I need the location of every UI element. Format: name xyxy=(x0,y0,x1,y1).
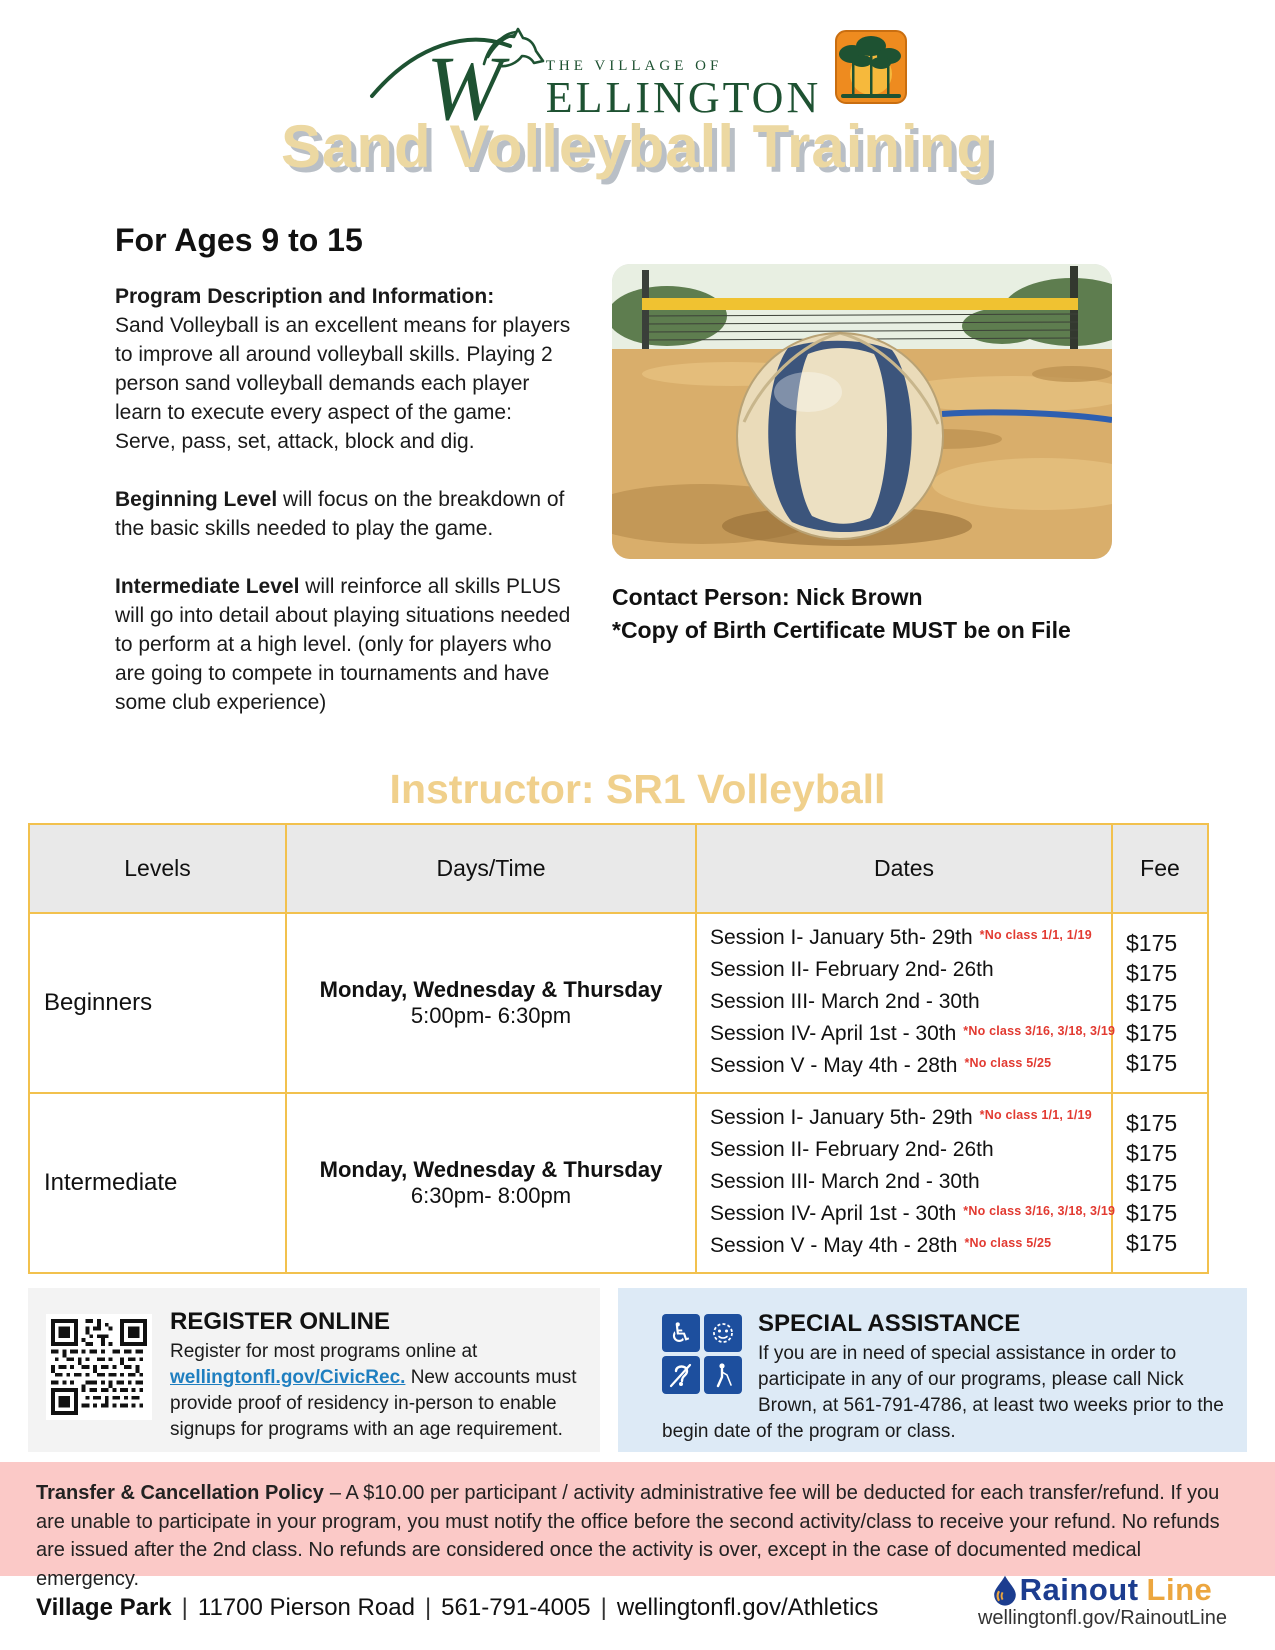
footer-separator: | xyxy=(600,1594,607,1621)
fee-value: $175 xyxy=(1126,960,1178,986)
register-online-heading: REGISTER ONLINE xyxy=(170,1308,391,1335)
header-levels: Levels xyxy=(29,824,286,913)
time-text: 6:30pm- 8:00pm xyxy=(410,1183,572,1208)
session-line xyxy=(710,955,1110,987)
no-class-note: *No class 5/25 xyxy=(964,1236,1052,1250)
beginning-level-paragraph xyxy=(115,485,577,543)
table-row-beginners xyxy=(29,913,1208,1093)
beginning-level-text: will focus on the breakdown of the basic skills needed to play the game. xyxy=(115,488,565,540)
policy-heading: Transfer & Cancellation Policy xyxy=(36,1482,324,1504)
fee-value: $175 xyxy=(1126,1050,1178,1076)
deaf-person-icon xyxy=(704,1314,742,1352)
session-line xyxy=(710,987,1110,1019)
venue-phone: 561-791-4005 xyxy=(441,1594,591,1621)
session-text: Session I- January 5th- 29th xyxy=(710,1106,973,1129)
birth-certificate-note: *Copy of Birth Certificate MUST be on File xyxy=(612,617,1071,643)
table-row-intermediate xyxy=(29,1093,1208,1273)
logo-wordmark xyxy=(546,24,821,124)
no-class-note: *No class 1/1, 1/19 xyxy=(979,1108,1092,1122)
session-text: Session III- March 2nd - 30th xyxy=(710,990,980,1013)
fee-cell xyxy=(1112,1093,1208,1273)
session-text: Session V - May 4th - 28th xyxy=(710,1234,958,1257)
dates-cell xyxy=(696,1093,1116,1273)
athletics-url: wellingtonfl.gov/Athletics xyxy=(616,1594,879,1621)
days-text: Monday, Wednesday & Thursday xyxy=(319,1157,663,1182)
page-title: Sand Volleyball Training xyxy=(280,113,995,180)
rainout-wordmark-2: Line xyxy=(1146,1572,1213,1607)
session-text: Session III- March 2nd - 30th xyxy=(710,1170,980,1193)
rainout-wordmark-1: Rainout xyxy=(1019,1572,1139,1607)
wellington-trees-icon xyxy=(835,30,907,104)
register-body-start: Register for most programs online at xyxy=(170,1341,478,1362)
session-line xyxy=(710,1231,1110,1263)
ages-heading: For Ages 9 to 15 xyxy=(115,222,363,258)
header-fee: Fee xyxy=(1112,824,1208,913)
footer-separator: | xyxy=(181,1594,188,1621)
intermediate-level-paragraph xyxy=(115,572,577,717)
fee-value: $175 xyxy=(1126,1140,1178,1166)
register-online-text xyxy=(170,1308,590,1443)
raindrop-icon xyxy=(993,1574,1017,1606)
session-text: Session IV- April 1st - 30th xyxy=(710,1202,957,1225)
policy-body: – A $10.00 per participant / activity administrative fee will be deducted for each transfer/refund. If you are unable to participate in your program, you must notify the office before the second activity/class to receive your refund. No refunds are issued after the 2nd class. No refunds are considered once the activity is over, except in the case of documented medical emergency. xyxy=(36,1482,1220,1590)
session-line xyxy=(710,1167,1110,1199)
logo-village-of-text: THE VILLAGE OF xyxy=(545,58,723,74)
civicrec-link[interactable]: wellingtonfl.gov/CivicRec. xyxy=(170,1367,406,1388)
fee-value: $175 xyxy=(1126,1170,1178,1196)
logo-w-letter: W xyxy=(425,37,503,124)
days-time-cell xyxy=(286,1093,696,1273)
fee-value: $175 xyxy=(1126,990,1178,1016)
fee-cell xyxy=(1112,913,1208,1093)
wellington-logo xyxy=(0,24,1275,124)
fee-value: $175 xyxy=(1126,930,1178,956)
rainout-url: wellingtonfl.gov/RainoutLine xyxy=(977,1607,1227,1629)
session-line xyxy=(710,1199,1116,1231)
description-heading: Program Description and Information: xyxy=(115,285,495,308)
special-assistance-heading: SPECIAL ASSISTANCE xyxy=(758,1310,1021,1337)
beginning-level-label: Beginning Level xyxy=(115,488,278,511)
session-line xyxy=(710,1103,1110,1135)
hearing-assistance-icon xyxy=(662,1356,700,1394)
session-text: Session II- February 2nd- 26th xyxy=(710,958,994,981)
session-line xyxy=(710,1051,1110,1083)
description-body: Sand Volleyball is an excellent means for players to improve all around volleyball skills. Playing 2 person sand volleyball demands each player learn to execute every aspect of the game: xyxy=(115,314,571,424)
venue-name: Village Park xyxy=(36,1594,172,1621)
no-class-note: *No class 3/16, 3/18, 3/19 xyxy=(963,1024,1116,1038)
no-class-note: *No class 3/16, 3/18, 3/19 xyxy=(963,1204,1116,1218)
wellington-horse-icon xyxy=(368,24,558,124)
description-paragraph xyxy=(115,282,577,456)
program-description xyxy=(115,282,577,717)
venue-address: 11700 Pierson Road xyxy=(197,1594,415,1621)
no-class-note: *No class 1/1, 1/19 xyxy=(979,928,1092,942)
fee-value: $175 xyxy=(1126,1230,1178,1256)
dates-cell xyxy=(696,913,1116,1093)
session-line xyxy=(710,923,1110,955)
fee-value: $175 xyxy=(1126,1020,1178,1046)
register-online-panel xyxy=(28,1288,600,1452)
session-text: Session II- February 2nd- 26th xyxy=(710,1138,994,1161)
qr-code xyxy=(46,1314,152,1420)
fee-value: $175 xyxy=(1126,1110,1178,1136)
accessibility-icons xyxy=(662,1314,742,1394)
contact-person: Contact Person: Nick Brown xyxy=(612,584,923,610)
intermediate-level-label: Intermediate Level xyxy=(115,575,300,598)
levels-cell: Intermediate xyxy=(29,1093,286,1273)
instructor-heading: Instructor: SR1 Volleyball xyxy=(389,766,886,812)
rainout-line-logo xyxy=(978,1572,1227,1630)
header-days-time: Days/Time xyxy=(286,824,696,913)
logo-wellington-text: ELLINGTON xyxy=(545,73,822,122)
register-body-end: New accounts must provide proof of residency in-person to enable signups for programs with an age requirement. xyxy=(170,1367,577,1440)
session-text: Session I- January 5th- 29th xyxy=(710,926,973,949)
session-text: Session V - May 4th - 28th xyxy=(710,1054,958,1077)
description-skills: Serve, pass, set, attack, block and dig. xyxy=(115,430,475,453)
table-header-row xyxy=(29,824,1208,913)
intermediate-level-text: will reinforce all skills PLUS will go into detail about playing situations needed to perform at a high level. (only for players who are going to compete in tournaments and have some club experience) xyxy=(115,575,571,714)
fee-value: $175 xyxy=(1126,1200,1178,1226)
footer-contact-line xyxy=(36,1594,878,1622)
special-assistance-body: If you are in need of special assistance in order to participate in any of our programs, please call Nick Brown, at 561-791-4786, at least two weeks prior to the begin date of the program or class. xyxy=(662,1343,1224,1442)
schedule-table xyxy=(28,823,1209,1274)
blind-person-icon xyxy=(704,1356,742,1394)
sand-volleyball-photo xyxy=(612,264,1112,559)
levels-cell: Beginners xyxy=(29,913,286,1093)
session-line xyxy=(710,1135,1110,1167)
contact-block xyxy=(612,581,1071,647)
footer-separator: | xyxy=(424,1594,432,1621)
special-assistance-panel xyxy=(618,1288,1247,1452)
header-dates: Dates xyxy=(696,824,1112,913)
no-class-note: *No class 5/25 xyxy=(964,1056,1052,1070)
days-text: Monday, Wednesday & Thursday xyxy=(319,977,663,1002)
days-time-cell xyxy=(286,913,696,1093)
session-line xyxy=(710,1019,1116,1051)
wheelchair-icon: ♿ xyxy=(662,1314,700,1352)
session-text: Session IV- April 1st - 30th xyxy=(710,1022,957,1045)
time-text: 5:00pm- 6:30pm xyxy=(410,1003,572,1028)
